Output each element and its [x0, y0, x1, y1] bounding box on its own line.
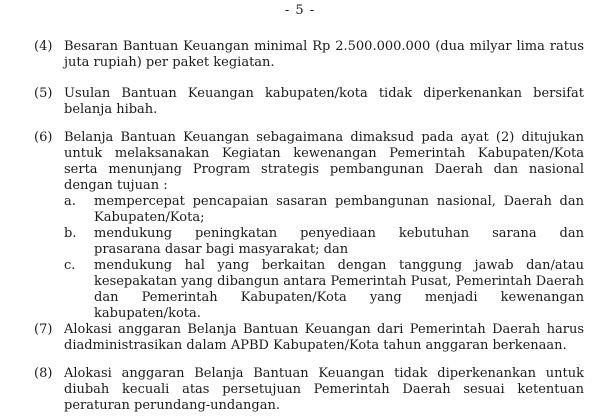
- item-text: [64, 39, 584, 71]
- paragraph-item-7: [34, 322, 584, 354]
- item-number: (5): [34, 86, 53, 101]
- text-line: Belanja Bantuan Keuangan sebagaimana dimaksud pada ayat (2) ditujukan: [64, 130, 584, 145]
- paragraph-item-4: [34, 39, 584, 71]
- paragraph-item-6: [34, 130, 584, 321]
- text-line: dan Pemerintah Kabupaten/Kota yang menjadi kewenangan: [94, 290, 584, 305]
- text-line: belanja hibah.: [64, 102, 158, 117]
- paragraph-item-5: [34, 86, 584, 118]
- sub-item-a-continued: [64, 210, 584, 226]
- sub-item-b-continued: [64, 242, 584, 258]
- sub-item-c-continued: [64, 306, 584, 322]
- text-line: juta rupiah) per paket kegiatan.: [64, 55, 275, 70]
- sub-item-c: [64, 258, 584, 274]
- item-number: (8): [34, 366, 53, 381]
- text-line: mendukung hal yang berkaitan dengan tanggung jawab dan/atau: [94, 258, 584, 273]
- sub-item-c-continued: [64, 274, 584, 290]
- text-line: diubah kecuali atas persetujuan Pemerintah Daerah sesuai ketentuan: [64, 382, 584, 397]
- text-line: kesepakatan yang dibangun antara Pemerintah Pusat, Pemerintah Daerah: [94, 274, 584, 289]
- sub-item-a: [64, 194, 584, 210]
- text-line: mendukung peningkatan penyediaan kebutuhan sarana dan: [94, 226, 584, 241]
- text-line: serta menunjang Program strategis pembangunan Daerah dan nasional: [64, 162, 584, 177]
- text-line: prasarana dasar bagi masyarakat; dan: [94, 242, 349, 257]
- text-line: peraturan perundang-undangan.: [64, 398, 280, 413]
- item-text: [64, 322, 584, 354]
- text-line: mempercepat pencapaian sasaran pembangunan nasional, Daerah dan: [94, 194, 584, 209]
- text-line: Besaran Bantuan Keuangan minimal Rp 2.500.000.000 (dua milyar lima ratus: [64, 39, 584, 54]
- text-line: diadministrasikan dalam APBD Kabupaten/Kota tahun anggaran berkenaan.: [64, 338, 567, 353]
- sub-item-letter: a.: [64, 194, 76, 209]
- text-line: Alokasi anggaran Belanja Bantuan Keuangan tidak diperkenankan untuk: [64, 366, 584, 381]
- item-number: (7): [34, 322, 53, 337]
- text-line: Alokasi anggaran Belanja Bantuan Keuangan dari Pemerintah Daerah harus: [64, 322, 584, 337]
- sub-item-letter: b.: [64, 226, 77, 241]
- item-text: [64, 366, 584, 414]
- item-text: [64, 86, 584, 118]
- sub-item-c-continued: [64, 290, 584, 306]
- item-number: (6): [34, 130, 53, 145]
- sub-item-b: [64, 226, 584, 242]
- text-line: kabupaten/kota.: [94, 306, 201, 321]
- item-number: (4): [34, 39, 53, 54]
- paragraph-item-8: [34, 366, 584, 414]
- text-line: dengan tujuan :: [64, 178, 168, 193]
- sub-item-letter: c.: [64, 258, 76, 273]
- item-text: [64, 130, 584, 322]
- text-line: Usulan Bantuan Keuangan kabupaten/kota tidak diperkenankan bersifat: [64, 86, 584, 101]
- text-line: untuk melaksanakan Kegiatan kewenangan Pemerintah Kabupaten/Kota: [64, 146, 584, 161]
- page-number: - 5 -: [284, 3, 316, 18]
- text-line: Kabupaten/Kota;: [94, 210, 205, 225]
